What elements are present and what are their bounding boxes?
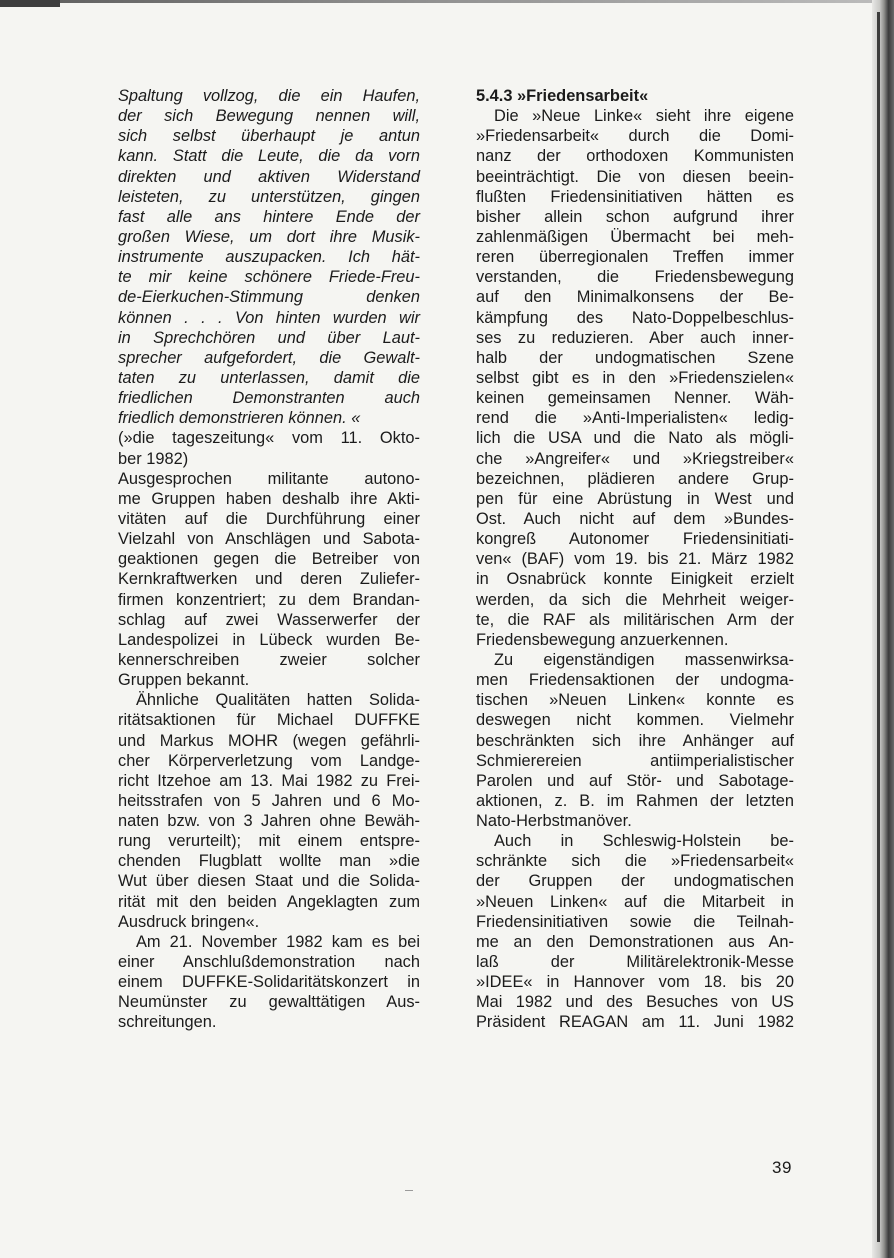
right-column-line: kongreß Autonomer Friedensinitiati- <box>476 530 794 549</box>
right-column-line: »Neuen Linken« auf die Mitarbeit in <box>476 892 794 911</box>
right-column-line: werden, da sich die Mehrheit weiger- <box>476 590 794 609</box>
right-column-line: Zu eigenständigen massenwirksa- <box>494 650 794 669</box>
right-column-line: tischen »Neuen Linken« konnte es <box>476 691 794 710</box>
left-column-line: großen Wiese, um dort ihre Musik- <box>118 227 420 246</box>
right-column-line: Mai 1982 und des Besuches von US <box>476 993 794 1012</box>
left-column-line: kann. Statt die Leute, die da vorn <box>118 147 420 166</box>
left-column-line: Gruppen bekannt. <box>118 671 250 690</box>
right-column-line: beeinträchtigt. Die von diesen beein- <box>476 167 794 186</box>
right-column-line: »Friedensarbeit« durch die Domi- <box>476 127 794 146</box>
left-column-line: Ausdruck bringen«. <box>118 912 260 931</box>
left-column-line: Ausgesprochen militante autono- <box>118 469 420 488</box>
right-column-line: Friedensbewegung anzuerkennen. <box>476 630 729 649</box>
book-spine-shadow <box>872 0 894 1258</box>
right-column-line: »IDEE« in Hannover vom 18. bis 20 <box>476 973 794 992</box>
right-column-line: che »Angreifer« und »Kriegstreiber« <box>476 449 794 468</box>
left-column-line: leisteten, zu unterstützen, gingen <box>118 187 420 206</box>
left-column-line: geaktionen gegen die Betreiber von <box>118 550 420 569</box>
right-column-line: Schmierereien antiimperialistischer <box>476 751 794 770</box>
left-column-line: Am 21. November 1982 kam es bei <box>136 932 420 951</box>
left-column-line: chenden Flugblatt wollte man »die <box>118 852 420 871</box>
right-column-line: Die »Neue Linke« sieht ihre eigene <box>494 107 794 126</box>
left-column-line: cher Körperverletzung vom Landge- <box>118 751 420 770</box>
left-column-line: te mir keine schönere Friede-Freu- <box>118 268 420 287</box>
right-column-line: kämpfung des Nato-Doppelbeschlus- <box>476 308 794 327</box>
right-text-column <box>476 86 794 1033</box>
right-column-line: lich die USA und die Nato als mögli- <box>476 429 794 448</box>
right-column-line: flußten Friedensinitiativen hätten es <box>476 187 794 206</box>
left-column-line: heitsstrafen von 5 Jahren und 6 Mo- <box>118 791 420 810</box>
right-column-line: keinen gemeinsamen Nenner. Wäh- <box>476 389 794 408</box>
right-column-line: reren überregionalen Treffen immer <box>476 248 794 267</box>
left-column-line: (»die tageszeitung« vom 11. Okto- <box>118 429 420 448</box>
right-column-line: Parolen und auf Stör- und Sabotage- <box>476 771 794 790</box>
left-column-line: taten zu unterlassen, damit die <box>118 368 420 387</box>
left-column-line: der sich Bewegung nennen will, <box>118 107 420 126</box>
right-column-line: selbst gibt es in den »Friedenszielen« <box>476 368 794 387</box>
left-column-line: Spaltung vollzog, die ein Haufen, <box>118 87 420 105</box>
left-column-line: me Gruppen haben deshalb ihre Akti- <box>118 489 420 508</box>
left-column-line: Ähnliche Qualitäten hatten Solida- <box>136 691 420 710</box>
right-column-line: halb der undogmatischen Szene <box>476 348 794 367</box>
left-column-line: fast alle ans hintere Ende der <box>118 207 420 226</box>
left-column-line: Landespolizei in Lübeck wurden Be- <box>118 630 420 649</box>
left-column-line: können . . . Von hinten wurden wir <box>118 308 420 327</box>
left-column-line: sich selbst überhaupt je antun <box>118 127 420 146</box>
right-column-line: Ost. Auch nicht auf dem »Bundes- <box>476 509 794 528</box>
right-column-line: ven« (BAF) vom 19. bis 21. März 1982 <box>476 550 794 569</box>
right-column-line: nanz der orthodoxen Kommunisten <box>476 147 794 166</box>
left-column-line: richt Itzehoe am 13. Mai 1982 zu Frei- <box>118 771 420 790</box>
right-column-line: men Friedensaktionen der undogma- <box>476 671 794 690</box>
scan-edge-top <box>0 0 894 3</box>
right-column-line: zahlenmäßigen Übermacht bei meh- <box>476 227 794 246</box>
left-column-line: de-Eierkuchen-Stimmung denken <box>118 288 420 307</box>
left-column-line: schreitungen. <box>118 1013 217 1032</box>
right-column-line: me an den Demonstrationen aus An- <box>476 932 794 951</box>
left-column-line: Wut über diesen Staat und die Solida- <box>118 872 420 891</box>
right-column-line: Auch in Schleswig-Holstein be- <box>494 832 794 851</box>
scan-corner-mark <box>0 0 60 7</box>
left-column-line: friedlich demonstrieren können. « <box>118 409 361 428</box>
left-column-line: Neumünster zu gewalttätigen Aus- <box>118 993 420 1012</box>
scan-dash-mark <box>405 1190 413 1191</box>
left-column-line: ber 1982) <box>118 449 189 468</box>
right-column-line: te, die RAF als militärischen Arm der <box>476 610 794 629</box>
right-column-line: beschränkten sich ihre Anhänger auf <box>476 731 794 750</box>
left-column-line: und Markus MOHR (wegen gefährli- <box>118 731 420 750</box>
left-column-line: Kernkraftwerken und deren Zuliefer- <box>118 570 420 589</box>
right-column-line: der Gruppen der undogmatischen <box>476 872 794 891</box>
right-column-line: pen für eine Abrüstung in West und <box>476 489 794 508</box>
left-column-line: ritätsaktionen für Michael DUFFKE <box>118 711 420 730</box>
right-column-line: in Osnabrück konnte Einigkeit erzielt <box>476 570 794 589</box>
left-column-line: firmen konzentriert; zu dem Brandan- <box>118 590 420 609</box>
left-column-line: rung verurteilt); mit einem entspre- <box>118 832 420 851</box>
left-column-line: naten bzw. von 3 Jahren ohne Bewäh- <box>118 812 420 831</box>
left-column-line: schlag auf zwei Wasserwerfer der <box>118 610 420 629</box>
right-column-line: ses zu reduzieren. Aber auch inner- <box>476 328 794 347</box>
left-column-line: in Sprechchören und über Laut- <box>118 328 420 347</box>
right-column-line: deswegen nicht kommen. Vielmehr <box>476 711 794 730</box>
book-spine-edge <box>877 12 880 1242</box>
left-column-line: friedlichen Demonstranten auch <box>118 389 420 408</box>
right-column-line: aktionen, z. B. im Rahmen der letzten <box>476 791 794 810</box>
left-column-line: einem DUFFKE-Solidaritätskonzert in <box>118 973 420 992</box>
left-column-line: direkten und aktiven Widerstand <box>118 167 420 186</box>
right-column-line: auf den Minimalkonsens der Be- <box>476 288 794 307</box>
left-column-line: vitäten auf die Durchführung einer <box>118 509 420 528</box>
left-column-line: instrumente auszupacken. Ich hät- <box>118 248 420 267</box>
right-column-line: schränkte sich die »Friedensarbeit« <box>476 852 794 871</box>
left-column-line: sprecher aufgefordert, die Gewalt- <box>118 348 420 367</box>
right-column-line: verstanden, die Friedensbewegung <box>476 268 794 287</box>
right-column-line: bezeichnen, plädieren andere Grup- <box>476 469 794 488</box>
left-column-line: Vielzahl von Anschlägen und Sabota- <box>118 530 420 549</box>
right-column-line: Nato-Herbstmanöver. <box>476 812 632 831</box>
right-column-line: Präsident REAGAN am 11. Juni 1982 <box>476 1013 794 1032</box>
right-column-line: bisher allein schon aufgrund ihrer <box>476 207 794 226</box>
right-column-line: Friedensinitiativen sowie die Teilnah- <box>476 912 794 931</box>
right-column-line: 5.4.3 »Friedensarbeit« <box>476 87 649 105</box>
page-number: 39 <box>772 1158 792 1177</box>
left-text-column <box>118 86 420 1033</box>
right-column-line: rend die »Anti-Imperialisten« ledig- <box>476 409 794 428</box>
left-column-line: einer Anschlußdemonstration nach <box>118 953 420 972</box>
left-column-line: rität mit den beiden Angeklagten zum <box>118 892 420 911</box>
left-column-line: kennerschreiben zweier solcher <box>118 650 420 669</box>
right-column-line: laß der Militärelektronik-Messe <box>476 953 794 972</box>
